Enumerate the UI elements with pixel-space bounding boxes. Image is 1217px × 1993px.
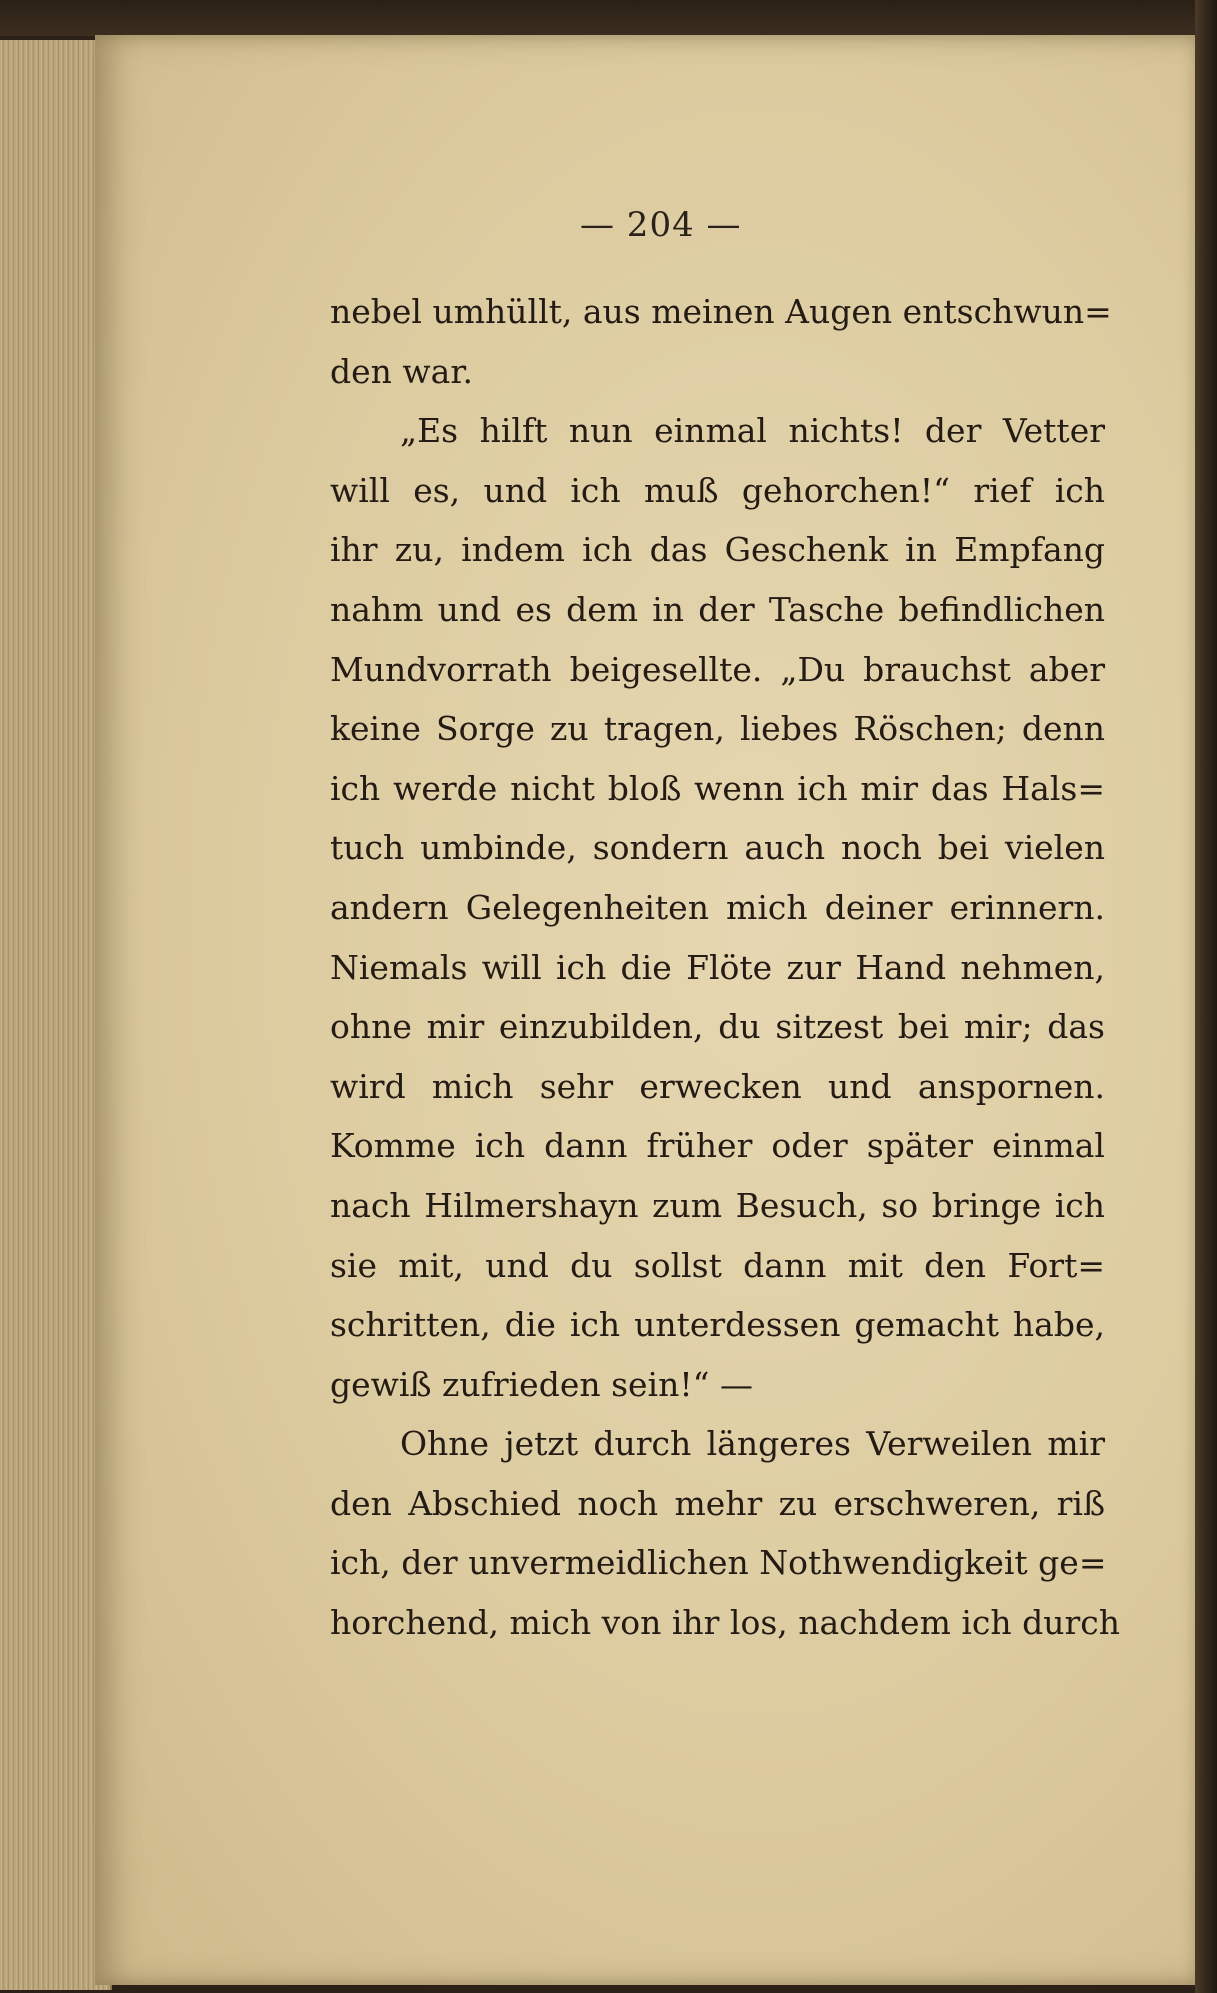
text-line: sie mit, und du sollst dann mit den Fort= — [330, 1245, 1105, 1285]
text-line: Mundvorrath beigesellte. „Du brauchst aber — [330, 649, 1105, 689]
text-line: „Es hilft nun einmal nichts! der Vetter — [400, 411, 1105, 451]
body-text — [330, 282, 1121, 1653]
text-line: schritten, die ich unterdessen gemacht habe, — [330, 1305, 1105, 1345]
text-line: ohne mir einzubilden, du sitzest bei mir; das — [330, 1007, 1105, 1047]
text-line: den Abschied noch mehr zu erschweren, riß — [330, 1483, 1105, 1523]
text-line: keine Sorge zu tragen, liebes Röschen; denn — [330, 709, 1105, 749]
text-line: ich, der unvermeidlichen Nothwendigkeit ge= — [330, 1543, 1107, 1583]
page-number: — 204 — — [580, 205, 742, 245]
text-line: wird mich sehr erwecken und anspornen. — [330, 1066, 1105, 1106]
text-line: will es, und ich muß gehorchen!“ rief ich — [330, 470, 1105, 510]
text-line: ich werde nicht bloß wenn ich mir das Hals= — [330, 768, 1105, 808]
text-line: nahm und es dem in der Tasche befindlichen — [330, 589, 1105, 629]
binding-edge — [1195, 0, 1217, 1993]
text-line: Niemals will ich die Flöte zur Hand nehmen, — [330, 947, 1105, 987]
text-line: Ohne jetzt durch längeres Verweilen mir — [400, 1424, 1105, 1464]
text-line: gewiß zufrieden sein!“ — — [330, 1364, 753, 1404]
text-line: tuch umbinde, sondern auch noch bei vielen — [330, 828, 1105, 868]
text-line: andern Gelegenheiten mich deiner erinnern. — [330, 887, 1105, 927]
scan-top-edge — [0, 0, 1217, 36]
text-line: ihr zu, indem ich das Geschenk in Empfang — [330, 530, 1105, 570]
text-line: den war. — [330, 351, 473, 391]
text-line: horchend, mich von ihr los, nachdem ich durch — [330, 1603, 1121, 1643]
text-line: Komme ich dann früher oder später einmal — [330, 1126, 1105, 1166]
text-line: nebel umhüllt, aus meinen Augen entschwun= — [330, 292, 1112, 331]
text-line: nach Hilmershayn zum Besuch, so bringe ich — [330, 1185, 1105, 1225]
